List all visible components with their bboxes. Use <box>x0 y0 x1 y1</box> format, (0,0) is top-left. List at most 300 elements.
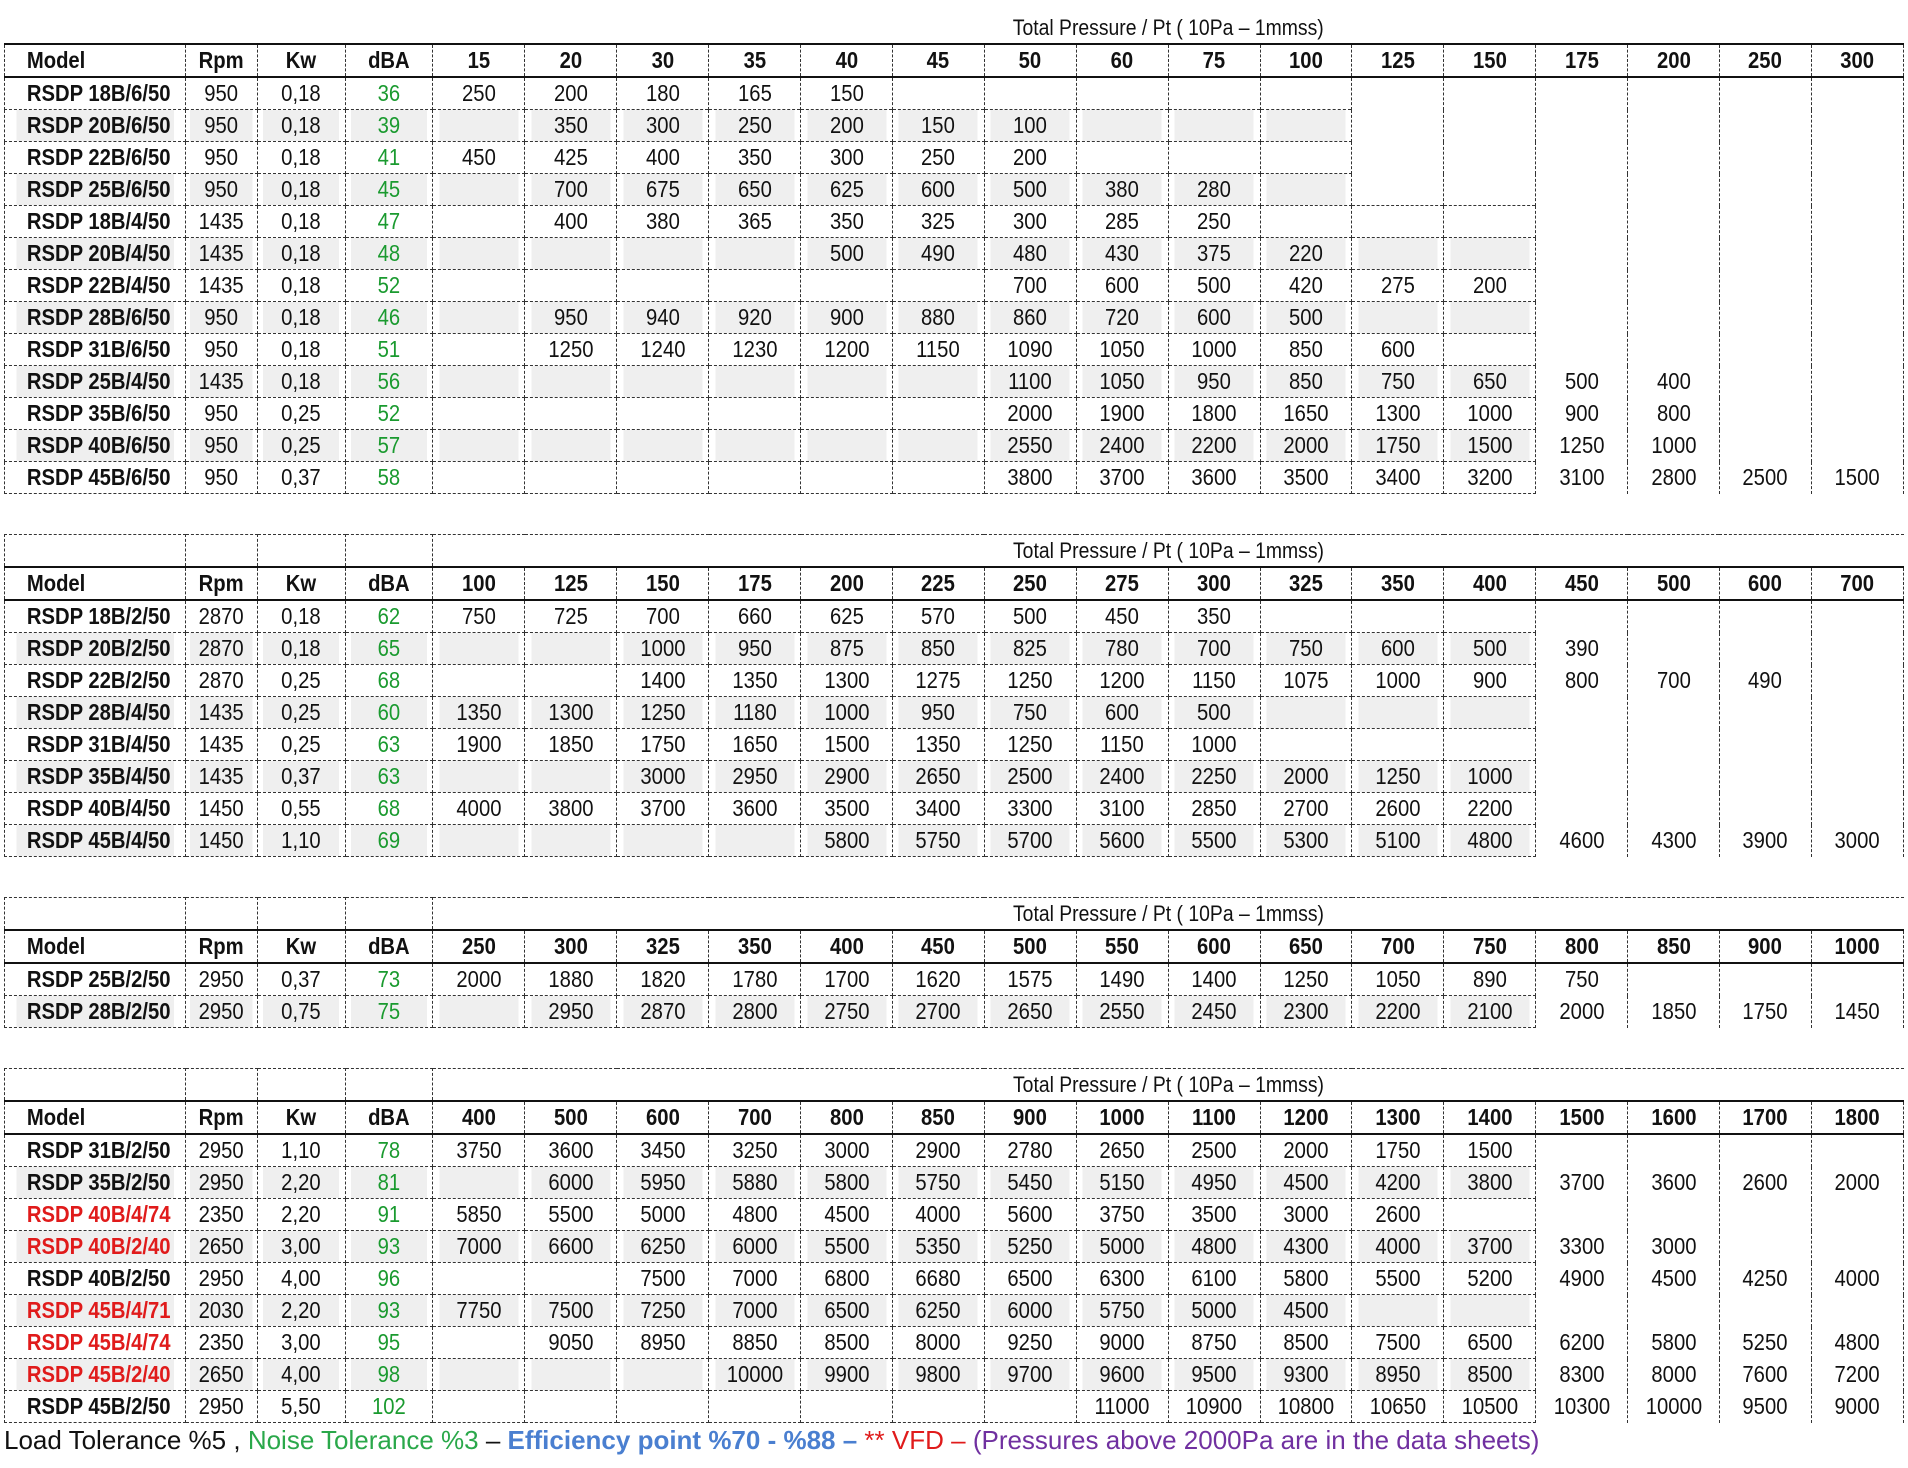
airflow-cell: 350 <box>530 110 611 142</box>
dba-cell: 91 <box>350 1199 427 1231</box>
airflow-cell <box>438 302 519 334</box>
airflow-cell <box>1357 697 1438 729</box>
airflow-cell <box>438 665 519 697</box>
airflow-cell: 2250 <box>1174 761 1255 793</box>
airflow-cell: 950 <box>714 633 795 665</box>
airflow-cell <box>438 1327 519 1359</box>
column-header: Rpm <box>190 44 254 77</box>
airflow-cell: 3000 <box>1266 1199 1347 1231</box>
airflow-cell: 6000 <box>990 1295 1071 1327</box>
airflow-cell <box>622 398 703 430</box>
column-header: 300 <box>530 930 611 963</box>
airflow-cell <box>1541 142 1622 174</box>
kw-cell: 0,37 <box>263 963 340 996</box>
airflow-cell: 8500 <box>1266 1327 1347 1359</box>
kw-cell: 0,25 <box>263 430 340 462</box>
airflow-cell <box>1817 334 1898 366</box>
airflow-cell: 1350 <box>898 729 979 761</box>
airflow-cell <box>622 270 703 302</box>
table-row <box>5 1295 1904 1327</box>
airflow-cell: 1750 <box>1725 996 1806 1028</box>
column-header: 20 <box>530 44 611 77</box>
airflow-cell <box>1817 633 1898 665</box>
airflow-cell: 9800 <box>898 1359 979 1391</box>
rpm-cell: 1435 <box>190 270 254 302</box>
model-cell: RSDP 28B/2/50 <box>15 996 174 1028</box>
column-header: 150 <box>622 567 703 600</box>
airflow-cell: 4000 <box>898 1199 979 1231</box>
kw-cell: 0,37 <box>263 761 340 793</box>
airflow-cell <box>1725 270 1806 302</box>
airflow-cell: 1000 <box>1449 761 1530 793</box>
column-header: 200 <box>1633 44 1714 77</box>
kw-cell: 0,18 <box>263 77 340 110</box>
model-cell: RSDP 22B/2/50 <box>15 665 174 697</box>
airflow-cell <box>714 1391 795 1423</box>
airflow-cell <box>530 1263 611 1295</box>
airflow-cell: 3200 <box>1449 462 1530 494</box>
airflow-cell <box>1357 206 1438 238</box>
airflow-cell: 8850 <box>714 1327 795 1359</box>
airflow-cell: 8950 <box>1357 1359 1438 1391</box>
kw-cell: 0,75 <box>263 996 340 1028</box>
airflow-cell: 2600 <box>1357 793 1438 825</box>
airflow-cell <box>898 1391 979 1423</box>
table-row <box>5 665 1904 697</box>
airflow-cell: 2600 <box>1725 1167 1806 1199</box>
airflow-cell: 165 <box>714 77 795 110</box>
model-cell: RSDP 18B/4/50 <box>15 206 174 238</box>
column-header: dBA <box>350 930 427 963</box>
airflow-cell: 3600 <box>530 1134 611 1167</box>
airflow-cell: 2850 <box>1174 793 1255 825</box>
caption-spacer-cell <box>350 1069 427 1102</box>
column-header: 450 <box>1541 567 1622 600</box>
dba-cell: 73 <box>350 963 427 996</box>
airflow-cell: 5350 <box>898 1231 979 1263</box>
column-header: 500 <box>530 1101 611 1134</box>
airflow-cell: 5450 <box>990 1167 1071 1199</box>
airflow-cell: 4250 <box>1725 1263 1806 1295</box>
airflow-cell: 700 <box>622 600 703 633</box>
airflow-cell <box>1725 1199 1806 1231</box>
column-header: 325 <box>1266 567 1347 600</box>
column-header: 175 <box>714 567 795 600</box>
airflow-cell <box>1633 238 1714 270</box>
kw-cell: 3,00 <box>263 1231 340 1263</box>
kw-cell: 0,25 <box>263 665 340 697</box>
dba-cell: 41 <box>350 142 427 174</box>
model-cell: RSDP 31B/6/50 <box>15 334 174 366</box>
airflow-cell: 4300 <box>1633 825 1714 857</box>
airflow-cell: 4200 <box>1357 1167 1438 1199</box>
airflow-cell: 8950 <box>622 1327 703 1359</box>
kw-cell: 4,00 <box>263 1263 340 1295</box>
airflow-cell: 1200 <box>806 334 887 366</box>
vfd-text: ** VFD – <box>864 1425 966 1455</box>
model-cell: RSDP 28B/4/50 <box>15 697 174 729</box>
pressure-caption-row <box>5 535 1904 568</box>
airflow-cell <box>1357 174 1438 206</box>
column-header: dBA <box>350 44 427 77</box>
airflow-cell: 4500 <box>806 1199 887 1231</box>
airflow-cell <box>530 1359 611 1391</box>
rpm-cell: 1435 <box>190 206 254 238</box>
table-row <box>5 1231 1904 1263</box>
airflow-cell: 2000 <box>990 398 1071 430</box>
dba-cell: 56 <box>350 366 427 398</box>
column-header: 850 <box>1633 930 1714 963</box>
airflow-cell: 1250 <box>530 334 611 366</box>
dba-cell: 52 <box>350 270 427 302</box>
table-gap <box>4 857 1904 897</box>
airflow-cell: 8300 <box>1541 1359 1622 1391</box>
airflow-cell: 500 <box>1174 270 1255 302</box>
airflow-cell: 9300 <box>1266 1359 1347 1391</box>
airflow-cell: 1650 <box>1266 398 1347 430</box>
airflow-cell: 4800 <box>714 1199 795 1231</box>
table-row <box>5 1167 1904 1199</box>
airflow-cell: 4800 <box>1817 1327 1898 1359</box>
airflow-cell <box>1266 729 1347 761</box>
airflow-cell <box>806 270 887 302</box>
airflow-cell: 3500 <box>1266 462 1347 494</box>
airflow-cell <box>1449 334 1530 366</box>
airflow-cell <box>1541 697 1622 729</box>
airflow-cell: 5750 <box>1082 1295 1163 1327</box>
airflow-cell <box>1633 302 1714 334</box>
dba-cell: 96 <box>350 1263 427 1295</box>
airflow-cell: 570 <box>898 600 979 633</box>
airflow-cell <box>1633 142 1714 174</box>
airflow-cell: 180 <box>622 77 703 110</box>
airflow-cell: 1150 <box>1082 729 1163 761</box>
kw-cell: 0,18 <box>263 334 340 366</box>
airflow-cell <box>898 398 979 430</box>
rpm-cell: 950 <box>190 398 254 430</box>
airflow-cell <box>1817 174 1898 206</box>
airflow-cell: 3800 <box>1449 1167 1530 1199</box>
airflow-cell <box>898 366 979 398</box>
airflow-cell <box>1174 77 1255 110</box>
column-header: 200 <box>806 567 887 600</box>
caption-spacer-cell <box>190 12 254 44</box>
column-header: 650 <box>1266 930 1347 963</box>
table-row <box>5 398 1904 430</box>
column-header: Rpm <box>190 1101 254 1134</box>
airflow-cell <box>1449 174 1530 206</box>
column-header: 600 <box>1725 567 1806 600</box>
table-row <box>5 302 1904 334</box>
airflow-cell: 4000 <box>1817 1263 1898 1295</box>
airflow-cell: 1250 <box>1266 963 1347 996</box>
airflow-cell: 10900 <box>1174 1391 1255 1423</box>
airflow-cell: 5850 <box>438 1199 519 1231</box>
airflow-cell: 940 <box>622 302 703 334</box>
airflow-cell: 250 <box>898 142 979 174</box>
table-row <box>5 1359 1904 1391</box>
kw-cell: 0,18 <box>263 110 340 142</box>
dba-cell: 58 <box>350 462 427 494</box>
airflow-cell <box>1817 366 1898 398</box>
airflow-cell <box>1725 334 1806 366</box>
airflow-cell: 450 <box>438 142 519 174</box>
rpm-cell: 950 <box>190 174 254 206</box>
airflow-cell: 1250 <box>990 729 1071 761</box>
airflow-cell: 700 <box>990 270 1071 302</box>
airflow-cell: 1650 <box>714 729 795 761</box>
caption-spacer-cell <box>190 1069 254 1102</box>
airflow-cell: 8000 <box>1633 1359 1714 1391</box>
airflow-cell: 3600 <box>714 793 795 825</box>
model-cell: RSDP 40B/2/40 <box>15 1231 174 1263</box>
airflow-cell: 2400 <box>1082 430 1163 462</box>
airflow-cell <box>806 1391 887 1423</box>
airflow-cell: 3600 <box>1633 1167 1714 1199</box>
airflow-cell <box>1725 963 1806 996</box>
airflow-cell: 5600 <box>1082 825 1163 857</box>
airflow-cell: 1050 <box>1082 366 1163 398</box>
column-header: 1400 <box>1449 1101 1530 1134</box>
airflow-cell <box>714 462 795 494</box>
airflow-cell: 4800 <box>1174 1231 1255 1263</box>
airflow-cell: 9700 <box>990 1359 1071 1391</box>
airflow-cell: 5500 <box>530 1199 611 1231</box>
airflow-cell: 150 <box>898 110 979 142</box>
airflow-cell: 1750 <box>622 729 703 761</box>
model-cell: RSDP 31B/4/50 <box>15 729 174 761</box>
efficiency-point-text: Efficiency point %70 - %88 – <box>507 1425 858 1455</box>
dba-cell: 57 <box>350 430 427 462</box>
rpm-cell: 1435 <box>190 697 254 729</box>
airflow-cell <box>1633 1295 1714 1327</box>
airflow-cell <box>1817 206 1898 238</box>
airflow-cell: 4500 <box>1266 1295 1347 1327</box>
column-header-model: Model <box>15 567 174 600</box>
airflow-cell: 250 <box>714 110 795 142</box>
footer-notes <box>4 1425 1539 1456</box>
airflow-cell: 900 <box>1541 398 1622 430</box>
airflow-cell: 10800 <box>1266 1391 1347 1423</box>
airflow-cell <box>1633 697 1714 729</box>
column-header: 275 <box>1082 567 1163 600</box>
column-header: 500 <box>1633 567 1714 600</box>
airflow-cell: 2000 <box>1817 1167 1898 1199</box>
airflow-cell: 5000 <box>1174 1295 1255 1327</box>
caption-spacer-cell <box>15 1069 174 1102</box>
performance-table <box>4 1068 1904 1423</box>
rpm-cell: 950 <box>190 142 254 174</box>
airflow-cell: 875 <box>806 633 887 665</box>
column-header: 800 <box>1541 930 1622 963</box>
rpm-cell: 2650 <box>190 1231 254 1263</box>
total-pressure-caption: Total Pressure / Pt ( 10Pa – 1mmss) <box>521 535 1815 568</box>
airflow-cell: 700 <box>1633 665 1714 697</box>
airflow-cell: 2900 <box>898 1134 979 1167</box>
airflow-cell <box>1357 142 1438 174</box>
model-cell: RSDP 18B/6/50 <box>15 77 174 110</box>
dba-cell: 78 <box>350 1134 427 1167</box>
column-header: 50 <box>990 44 1071 77</box>
airflow-cell: 3100 <box>1082 793 1163 825</box>
airflow-cell: 850 <box>1266 334 1347 366</box>
airflow-cell <box>1817 729 1898 761</box>
airflow-cell: 2950 <box>530 996 611 1028</box>
table-row <box>5 270 1904 302</box>
airflow-cell: 5500 <box>806 1231 887 1263</box>
column-header: 500 <box>990 930 1071 963</box>
dba-cell: 46 <box>350 302 427 334</box>
airflow-cell <box>1725 1134 1806 1167</box>
rpm-cell: 950 <box>190 77 254 110</box>
rpm-cell: 2870 <box>190 600 254 633</box>
airflow-cell: 3250 <box>714 1134 795 1167</box>
model-cell: RSDP 25B/2/50 <box>15 963 174 996</box>
airflow-cell: 150 <box>806 77 887 110</box>
kw-cell: 1,10 <box>263 825 340 857</box>
airflow-cell: 285 <box>1082 206 1163 238</box>
airflow-cell <box>1541 302 1622 334</box>
model-cell: RSDP 20B/2/50 <box>15 633 174 665</box>
kw-cell: 0,18 <box>263 302 340 334</box>
airflow-cell: 1450 <box>1817 996 1898 1028</box>
airflow-cell <box>1725 1295 1806 1327</box>
airflow-cell: 1240 <box>622 334 703 366</box>
airflow-cell: 2600 <box>1357 1199 1438 1231</box>
airflow-cell <box>438 238 519 270</box>
airflow-cell <box>1725 142 1806 174</box>
column-header: 125 <box>530 567 611 600</box>
airflow-cell <box>1817 238 1898 270</box>
airflow-cell: 1900 <box>438 729 519 761</box>
model-cell: RSDP 35B/6/50 <box>15 398 174 430</box>
airflow-cell: 700 <box>530 174 611 206</box>
rpm-cell: 2950 <box>190 1263 254 1295</box>
airflow-cell <box>898 77 979 110</box>
airflow-cell: 750 <box>1266 633 1347 665</box>
airflow-cell: 6000 <box>530 1167 611 1199</box>
column-header: 300 <box>1817 44 1898 77</box>
column-header: Kw <box>263 44 340 77</box>
airflow-cell: 2500 <box>1174 1134 1255 1167</box>
table-row <box>5 793 1904 825</box>
caption-spacer-cell <box>263 12 340 44</box>
airflow-cell <box>1174 110 1255 142</box>
airflow-cell <box>530 761 611 793</box>
total-pressure-caption: Total Pressure / Pt ( 10Pa – 1mmss) <box>521 1069 1815 1102</box>
kw-cell: 0,18 <box>263 270 340 302</box>
airflow-cell: 380 <box>622 206 703 238</box>
airflow-cell: 3000 <box>622 761 703 793</box>
airflow-cell: 6500 <box>1449 1327 1530 1359</box>
column-header: 325 <box>622 930 703 963</box>
pressure-note-text: (Pressures above 2000Pa are in the data sheets) <box>972 1425 1540 1455</box>
kw-cell: 4,00 <box>263 1359 340 1391</box>
airflow-cell <box>1817 270 1898 302</box>
airflow-cell <box>1449 1295 1530 1327</box>
column-header: 1500 <box>1541 1101 1622 1134</box>
column-header-model: Model <box>15 930 174 963</box>
dba-cell: 65 <box>350 633 427 665</box>
kw-cell: 1,10 <box>263 1134 340 1167</box>
airflow-cell: 1400 <box>622 665 703 697</box>
column-header: 225 <box>898 567 979 600</box>
airflow-cell <box>1633 793 1714 825</box>
airflow-cell <box>1449 206 1530 238</box>
caption-spacer-cell <box>350 898 427 931</box>
table-header-row <box>5 44 1904 77</box>
airflow-cell: 1850 <box>1633 996 1714 1028</box>
airflow-cell <box>714 825 795 857</box>
airflow-cell <box>530 825 611 857</box>
airflow-cell: 3700 <box>1541 1167 1622 1199</box>
airflow-cell <box>1541 1295 1622 1327</box>
airflow-cell: 300 <box>622 110 703 142</box>
airflow-cell <box>1541 761 1622 793</box>
airflow-cell: 625 <box>806 174 887 206</box>
airflow-cell: 7500 <box>622 1263 703 1295</box>
airflow-cell <box>1725 174 1806 206</box>
airflow-cell <box>1725 302 1806 334</box>
airflow-cell <box>1541 238 1622 270</box>
airflow-cell: 3400 <box>898 793 979 825</box>
rpm-cell: 2950 <box>190 1167 254 1199</box>
airflow-cell <box>1541 1199 1622 1231</box>
airflow-cell: 2300 <box>1266 996 1347 1028</box>
column-header: Rpm <box>190 930 254 963</box>
rpm-cell: 1435 <box>190 238 254 270</box>
airflow-cell: 1180 <box>714 697 795 729</box>
airflow-cell <box>530 1391 611 1423</box>
airflow-cell: 2800 <box>1633 462 1714 494</box>
airflow-cell <box>1725 398 1806 430</box>
footer-dash: – <box>485 1425 501 1455</box>
airflow-cell: 950 <box>530 302 611 334</box>
table-row <box>5 366 1904 398</box>
column-header: Rpm <box>190 567 254 600</box>
airflow-cell: 7000 <box>714 1263 795 1295</box>
dba-cell: 47 <box>350 206 427 238</box>
caption-spacer-cell <box>263 535 340 568</box>
airflow-cell: 425 <box>530 142 611 174</box>
table-row <box>5 1199 1904 1231</box>
airflow-cell: 4000 <box>438 793 519 825</box>
airflow-cell: 5600 <box>990 1199 1071 1231</box>
airflow-cell: 1250 <box>990 665 1071 697</box>
airflow-cell: 780 <box>1082 633 1163 665</box>
airflow-cell: 5500 <box>1357 1263 1438 1295</box>
dba-cell: 93 <box>350 1295 427 1327</box>
airflow-cell <box>530 270 611 302</box>
rpm-cell: 1450 <box>190 793 254 825</box>
performance-table <box>4 897 1904 1028</box>
airflow-cell <box>1725 206 1806 238</box>
airflow-cell <box>1725 793 1806 825</box>
airflow-cell: 700 <box>1174 633 1255 665</box>
column-header: 550 <box>1082 930 1163 963</box>
airflow-cell: 420 <box>1266 270 1347 302</box>
airflow-cell <box>1266 600 1347 633</box>
rpm-cell: 2650 <box>190 1359 254 1391</box>
dba-cell: 63 <box>350 729 427 761</box>
rpm-cell: 2870 <box>190 633 254 665</box>
model-cell: RSDP 40B/2/50 <box>15 1263 174 1295</box>
airflow-cell <box>714 270 795 302</box>
airflow-cell: 4600 <box>1541 825 1622 857</box>
rpm-cell: 1450 <box>190 825 254 857</box>
airflow-cell: 1400 <box>1174 963 1255 996</box>
column-header: 800 <box>806 1101 887 1134</box>
